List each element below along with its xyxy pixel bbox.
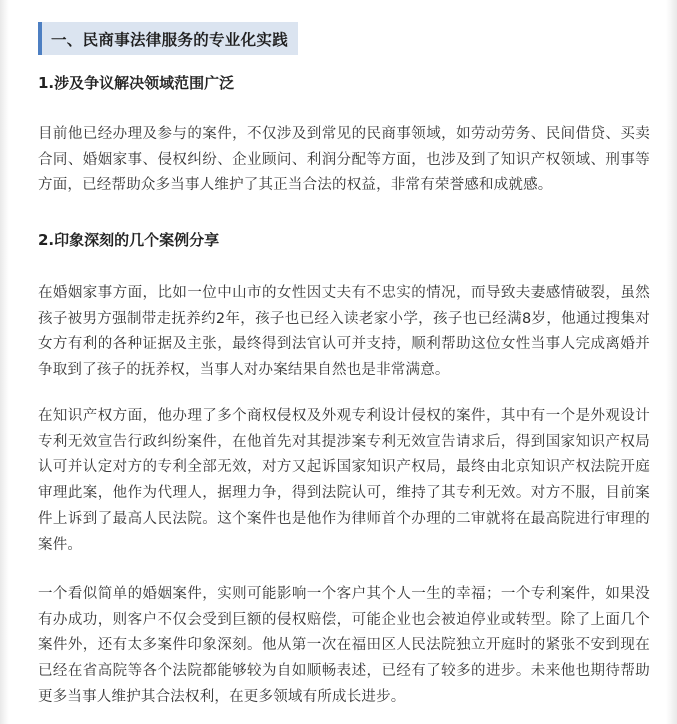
subsection-heading-2: 2.印象深刻的几个案例分享: [38, 231, 220, 249]
paragraph-ip-case: 在知识产权方面，他办理了多个商权侵权及外观专利设计侵权的案件，其中有一个是外观设计专利无效宣告行政纠纷案件，在他首先对其提涉案专利无效宣告请求后，得到国家知识产权局认可并认定对方的专利全部无效，对方又起诉国家知识产权局，最终由北京知识产权法院开庭审理此案，他作为代理人，据理力争，得到法院认可，维持了其专利无效。对方不服，目前案件上诉到了最高人民法院。这个案件也是他作为律师首个办理的二审就将在最高院进行审理的案件。: [38, 408, 650, 553]
paragraph-family-case: 在婚姻家事方面，比如一位中山市的女性因丈夫有不忠实的情况，而导致夫妻感情破裂，虽然孩子被男方强制带走抚养约2年，孩子也已经入读老家小学，孩子也已经满8岁，他通过搜集对女方有利的各种证据及主张，最终得到法官认可并支持，顺利帮助这位女性当事人完成离婚并争取到了孩子的抚养权，当事人对办案结果自然也是非常满意。: [38, 285, 650, 379]
page-right-shadow: [666, 0, 677, 724]
paragraph-scope: 目前他已经办理及参与的案件，不仅涉及到常见的民商事领域，如劳动劳务、民间借贷、买卖合同、婚姻家事、侵权纠纷、企业顾问、利润分配等方面，也涉及到了知识产权领域、刑事等方面，已经帮助众多当事人维护了其正当合法的权益，非常有荣誉感和成就感。: [38, 126, 650, 194]
section-title: 一、民商事法律服务的专业化实践: [38, 22, 298, 55]
paragraph-summary: 一个看似简单的婚姻案件，实则可能影响一个客户其个人一生的幸福；一个专利案件，如果没有办成功，则客户不仅会受到巨额的侵权赔偿，可能企业也会被迫停业或转型。除了上面几个案件外，还有太多案件印象深刻。他从第一次在福田区人民法院独立开庭时的紧张不安到现在已经在省高院等各个法院都能够较为自如顺畅表述，已经有了较多的进步。未来他也期待帮助更多当事人维护其合法权利，在更多领域有所成长进步。: [38, 586, 650, 705]
page-left-shadow: [0, 0, 9, 724]
subsection-heading-1: 1.涉及争议解决领域范围广泛: [38, 74, 235, 92]
